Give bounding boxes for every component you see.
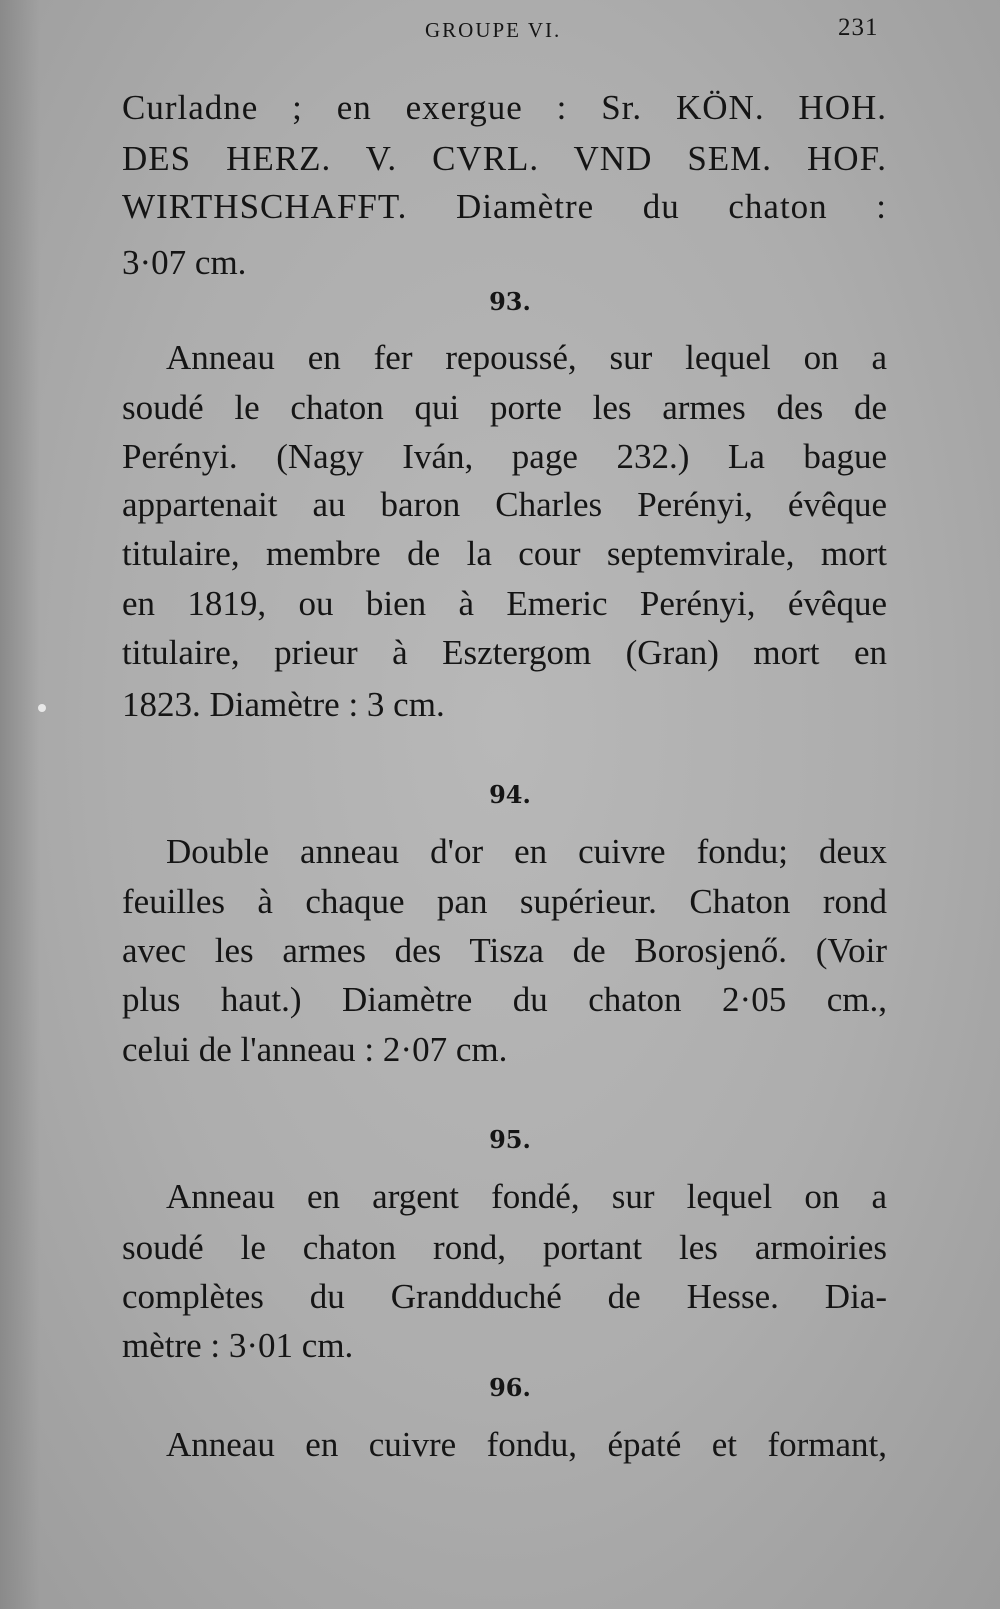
running-head-title: GROUPE VI. [425, 18, 562, 42]
text-line: Anneau en cuivre fondu, épaté et formant, [166, 1425, 887, 1464]
text-line: mètre : 3·01 cm. [122, 1326, 354, 1365]
text-line: WIRTHSCHAFFT. Diamètre du chaton : [122, 187, 887, 226]
text-line: Double anneau d'or en cuivre fondu; deux [166, 832, 887, 871]
text-line: Perényi. (Nagy Iván, page 232.) La bague [122, 437, 887, 476]
text-line: complètes du Grandduché de Hesse. Dia- [122, 1277, 887, 1316]
text-line: titulaire, prieur à Esztergom (Gran) mort en [122, 633, 887, 672]
entry-number: 95. [489, 1125, 531, 1154]
running-head [0, 14, 1000, 50]
text-line: 1823. Diamètre : 3 cm. [122, 685, 445, 724]
text-line: feuilles à chaque pan supérieur. Chaton rond [122, 882, 887, 921]
text-line: 3·07 cm. [122, 243, 247, 282]
text-line: titulaire, membre de la cour septemvirale, mort [122, 534, 887, 573]
text-line: appartenait au baron Charles Perényi, évêque [122, 485, 887, 524]
margin-mark [38, 704, 46, 712]
entry-number: 93. [489, 287, 531, 316]
page-number: 231 [838, 14, 879, 41]
text-line: DES HERZ. V. CVRL. VND SEM. HOF. [122, 139, 887, 178]
text-line: Anneau en fer repoussé, sur lequel on a [166, 338, 887, 377]
text-line: en 1819, ou bien à Emeric Perényi, évêque [122, 584, 887, 623]
text-line: soudé le chaton qui porte les armes des de [122, 388, 887, 427]
entry-number: 96. [489, 1373, 531, 1402]
text-line: soudé le chaton rond, portant les armoiries [122, 1228, 887, 1267]
text-line: Anneau en argent fondé, sur lequel on a [166, 1177, 887, 1216]
entry-number: 94. [489, 780, 531, 809]
text-line: Curladne ; en exergue : Sr. KÖN. HOH. [122, 88, 887, 127]
text-line: plus haut.) Diamètre du chaton 2·05 cm., [122, 980, 887, 1019]
text-line: celui de l'anneau : 2·07 cm. [122, 1030, 508, 1069]
text-line: avec les armes des Tisza de Borosjenő. (Voir [122, 931, 887, 970]
